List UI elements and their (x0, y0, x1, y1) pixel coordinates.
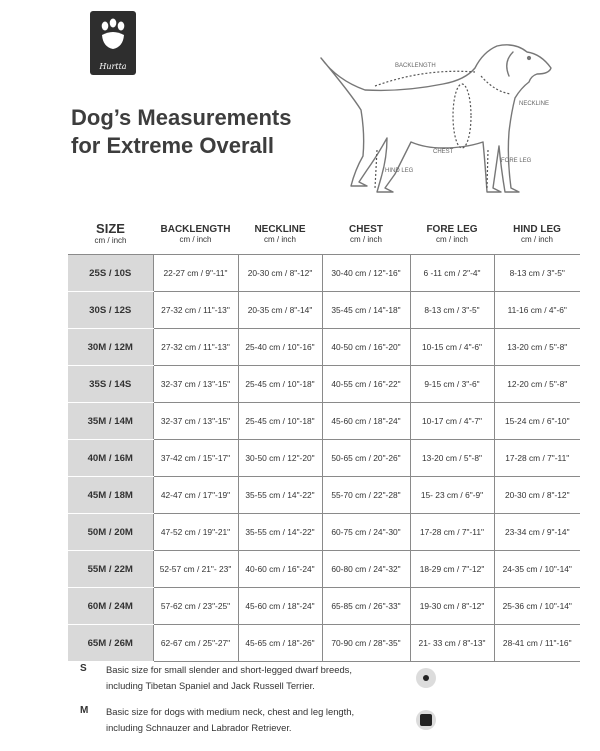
header-chest: CHEST cm / inch (349, 223, 383, 244)
measurement-cell: 35-55 cm / 14"-22" (238, 514, 322, 551)
title-line-1: Dog’s Measurements (71, 105, 292, 130)
measurement-cell: 17-28 cm / 7"-11" (410, 514, 494, 551)
measurement-cell: 21- 33 cm / 8"-13" (410, 625, 494, 662)
note-key: M (80, 705, 89, 716)
paw-icon (96, 17, 130, 51)
hindleg-label: HIND LEG (385, 168, 414, 174)
measurement-cell: 50-65 cm / 20"-26" (322, 440, 410, 477)
dog-diagram (315, 38, 565, 200)
measurement-cell: 40-60 cm / 16"-24" (238, 551, 322, 588)
measurement-cell: 17-28 cm / 7"-11" (494, 440, 580, 477)
measurement-cell: 12-20 cm / 5"-8" (494, 366, 580, 403)
measurement-cell: 11-16 cm / 4"-6" (494, 292, 580, 329)
size-cell: 60M / 24M (68, 588, 153, 625)
size-cell: 30M / 12M (68, 329, 153, 366)
size-table (68, 214, 580, 662)
table-header-row (68, 214, 580, 255)
measurement-cell: 52-57 cm / 21"- 23" (153, 551, 238, 588)
measurement-cell: 70-90 cm / 28"-35" (322, 625, 410, 662)
table-row (68, 477, 580, 514)
note-medium (80, 704, 460, 742)
table-row (68, 329, 580, 366)
measurement-cell: 20-35 cm / 8"-14" (238, 292, 322, 329)
measurement-cell: 10-15 cm / 4"-6" (410, 329, 494, 366)
size-cell: 25S / 10S (68, 255, 153, 292)
measurement-cell: 32-37 cm / 13"-15" (153, 366, 238, 403)
size-cell: 45M / 18M (68, 477, 153, 514)
small-dot-icon (416, 668, 436, 688)
hurtta-logo (90, 11, 136, 75)
size-cell: 35M / 14M (68, 403, 153, 440)
size-notes (80, 662, 460, 746)
measurement-cell: 35-45 cm / 14"-18" (322, 292, 410, 329)
size-cell: 50M / 20M (68, 514, 153, 551)
measurement-cell: 27-32 cm / 11"-13" (153, 292, 238, 329)
measurement-cell: 25-45 cm / 10"-18" (238, 403, 322, 440)
measurement-cell: 65-85 cm / 26"-33" (322, 588, 410, 625)
measurement-cell: 40-50 cm / 16"-20" (322, 329, 410, 366)
foreleg-label: FORE LEG (501, 158, 532, 164)
measurement-cell: 18-29 cm / 7"-12" (410, 551, 494, 588)
measurement-cell: 25-40 cm / 10"-16" (238, 329, 322, 366)
measurement-cell: 30-50 cm / 12"-20" (238, 440, 322, 477)
table-row (68, 403, 580, 440)
measurement-cell: 6 -11 cm / 2"-4" (410, 255, 494, 292)
measurement-cell: 15- 23 cm / 6"-9" (410, 477, 494, 514)
note-text: Basic size for dogs with medium neck, chest and leg length, including Schnauzer and Labrador Retriever. (106, 706, 355, 733)
measurement-cell: 13-20 cm / 5"-8" (410, 440, 494, 477)
measurement-cell: 25-45 cm / 10"-18" (238, 366, 322, 403)
measurement-cell: 24-35 cm / 10"-14" (494, 551, 580, 588)
measurement-cell: 47-52 cm / 19"-21" (153, 514, 238, 551)
note-text: Basic size for small slender and short-legged dwarf breeds, including Tibetan Spaniel and Jack Russell Terrier. (106, 664, 352, 691)
measurement-cell: 28-41 cm / 11"-16" (494, 625, 580, 662)
measurement-cell: 20-30 cm / 8"-12" (494, 477, 580, 514)
table-row (68, 255, 580, 292)
measurement-cell: 20-30 cm / 8"-12" (238, 255, 322, 292)
table-row (68, 440, 580, 477)
measurement-cell: 40-55 cm / 16"-22" (322, 366, 410, 403)
size-cell: 65M / 26M (68, 625, 153, 662)
measurement-cell: 15-24 cm / 6"-10" (494, 403, 580, 440)
backlength-label: BACKLENGTH (395, 63, 436, 69)
measurement-cell: 60-80 cm / 24"-32" (322, 551, 410, 588)
table-row (68, 366, 580, 403)
measurement-cell: 9-15 cm / 3"-6" (410, 366, 494, 403)
measurement-cell: 35-55 cm / 14"-22" (238, 477, 322, 514)
table-body (68, 255, 580, 662)
header-hindleg: HIND LEG cm / inch (513, 223, 561, 244)
note-small (80, 662, 460, 700)
measurement-cell: 45-60 cm / 18"-24" (322, 403, 410, 440)
table-row (68, 625, 580, 662)
measurement-cell: 45-65 cm / 18"-26" (238, 625, 322, 662)
measurement-cell: 25-36 cm / 10"-14" (494, 588, 580, 625)
measurement-cell: 23-34 cm / 9"-14" (494, 514, 580, 551)
measurement-cell: 22-27 cm / 9"-11" (153, 255, 238, 292)
measurement-cell: 27-32 cm / 11"-13" (153, 329, 238, 366)
brand-name: Hurtta (99, 62, 127, 71)
measurement-cell: 57-62 cm / 23"-25" (153, 588, 238, 625)
measurement-cell: 45-60 cm / 18"-24" (238, 588, 322, 625)
table-row (68, 292, 580, 329)
size-cell: 35S / 14S (68, 366, 153, 403)
page-title (71, 104, 291, 160)
measurement-cell: 30-40 cm / 12"-16" (322, 255, 410, 292)
measurement-cell: 10-17 cm / 4"-7" (410, 403, 494, 440)
measurement-cell: 42-47 cm / 17"-19" (153, 477, 238, 514)
title-line-2: for Extreme Overall (71, 133, 274, 158)
size-cell: 55M / 22M (68, 551, 153, 588)
measurement-cell: 60-75 cm / 24"-30" (322, 514, 410, 551)
measurement-cell: 13-20 cm / 5"-8" (494, 329, 580, 366)
size-cell: 30S / 12S (68, 292, 153, 329)
measurement-cell: 8-13 cm / 3"-5" (494, 255, 580, 292)
note-key: S (80, 663, 87, 674)
header-size: SIZE cm / inch (94, 221, 127, 245)
neckline-label: NECKLINE (519, 101, 550, 107)
chest-label: CHEST (433, 149, 454, 155)
medium-square-icon (416, 710, 436, 730)
size-cell: 40M / 16M (68, 440, 153, 477)
measurement-cell: 37-42 cm / 15"-17" (153, 440, 238, 477)
header-backlength: BACKLENGTH cm / inch (160, 223, 231, 244)
table-row (68, 514, 580, 551)
table-row (68, 588, 580, 625)
measurement-cell: 62-67 cm / 25"-27" (153, 625, 238, 662)
header-foreleg: FORE LEG cm / inch (426, 223, 478, 244)
measurement-cell: 8-13 cm / 3"-5" (410, 292, 494, 329)
measurement-cell: 55-70 cm / 22"-28" (322, 477, 410, 514)
measurement-cell: 32-37 cm / 13"-15" (153, 403, 238, 440)
table-row (68, 551, 580, 588)
measurement-cell: 19-30 cm / 8"-12" (410, 588, 494, 625)
header-neckline: NECKLINE cm / inch (254, 223, 306, 244)
